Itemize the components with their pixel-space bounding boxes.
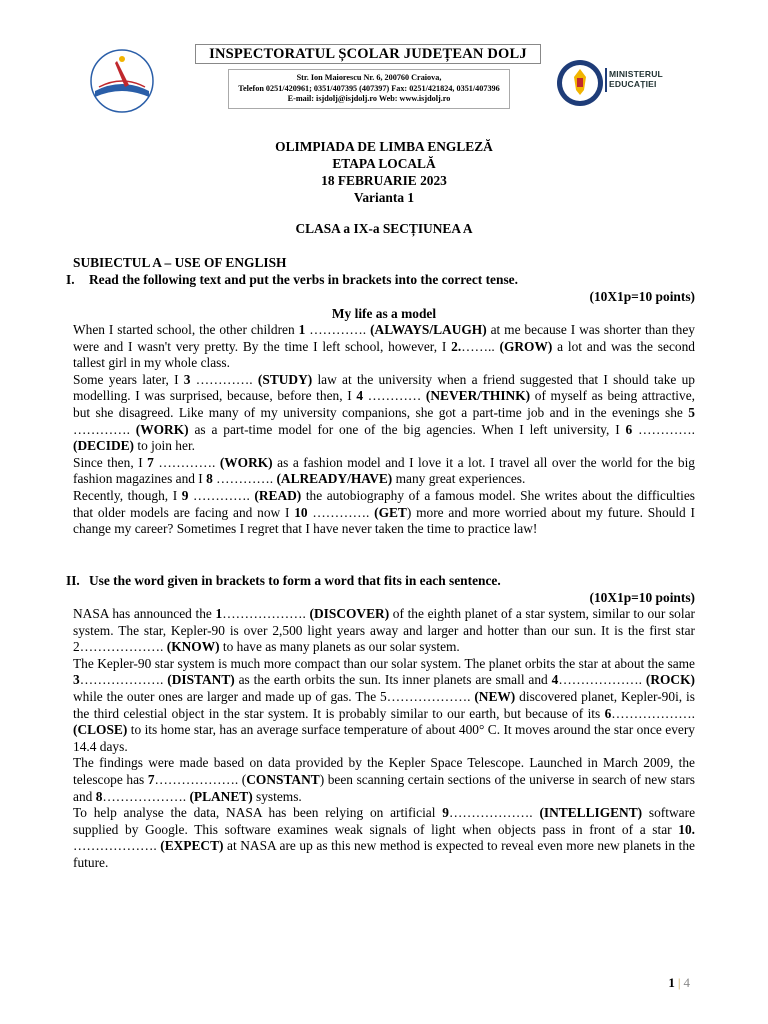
- header-address: Str. Ion Maiorescu Nr. 6, 200760 Craiova,: [296, 73, 442, 82]
- class-section: CLASA a IX-a SECȚIUNEA A: [295, 221, 473, 236]
- title-line1: OLIMPIADA DE LIMBA ENGLEZĂ: [275, 139, 493, 154]
- subject-heading: SUBIECTUL A – USE OF ENGLISH: [73, 255, 287, 270]
- ministry-line1: MINISTERUL: [609, 69, 663, 79]
- header-logo-isj: [77, 47, 167, 115]
- header-phones: Telefon 0251/420961; 0351/407395 (407397) Fax: 0251/421824, 0351/407396: [238, 83, 500, 93]
- title-line4: Varianta 1: [353, 190, 415, 205]
- exercise2-points: (10X1p=10 points): [589, 590, 695, 605]
- story-title: My life as a model: [331, 306, 437, 321]
- page-separator: |: [677, 975, 681, 990]
- header-web: E-mail: isjdolj@isjdolj.ro Web: www.isjdolj.ro: [287, 94, 451, 103]
- exercise1-number: I.: [66, 272, 75, 287]
- exercise2-passage: NASA has announced the 1………………. (DISCOVER) of the eighth planet of a star system, similar to our solar system. The star, Kepler-90 is over 2,500 light years away and larger and hotter than our sun. It is the first star 2………………. (KNOW) to have as many planets as our solar system. The Kepler-90 star system is much more compact than our solar system. The planet orbits the star at about the same 3………………. (DISTANT) as the earth orbits the sun. Its inner planets are small and 4………………. (ROCK) while the outer ones are larger and made up of gas. The 5………………. (NEW) discovered planet, Kepler-90i, is the third celestial object in the star system. It is probably similar to our earth, but because of its 6………………. (CLOSE) to its home star, has an average surface temperature of about 400° C. It moves around the star once every 14.4 days. The findings were made based on data provided by the Kepler Space Telescope. Launched in March 2009, the telescope has 7………………. (CONSTANT) been scanning certain sections of the universe in search of new stars and 8………………. (PLANET) systems. To help analyse the data, NASA has been relying on artificial 9………………. (INTELLIGENT) software supplied by Google. This software examines weak signals of light when objects pass in front of a star 10. ………………. (EXPECT) at NASA are up as this new method is expected to reveal even more new planets in the future.: [73, 606, 696, 870]
- page-current: 1: [668, 975, 675, 990]
- ministry-label: [609, 69, 663, 89]
- ministry-divider: [605, 68, 607, 92]
- title-line2: ETAPA LOCALĂ: [332, 156, 436, 171]
- exercise2-instruction: [66, 573, 501, 590]
- exercise2-number: II.: [66, 573, 80, 588]
- header-contact-box: [228, 69, 510, 109]
- header-title: INSPECTORATUL ȘCOLAR JUDEȚEAN DOLJ: [195, 44, 541, 64]
- exercise1-passage: When I started school, the other children 1 …………. (ALWAYS/LAUGH) at me because I was shorter than they were and I wasn't very pretty. By the time I left school, however, I 2.…….. (GROW) a lot and was the second tallest girl in my whole class. Some years later, I 3 …………. (STUDY) law at the university when a friend suggested that I should take up modelling. I was surprised, because, before then, I 4 ………… (NEVER/THINK) of myself as being attractive, but she disagreed. Like many of my university companions, she got a part-time job and in the evenings she 5 …………. (WORK) as a part-time model for one of the big agencies. When I left university, I 6 …………. (DECIDE) to join her. Since then, I 7 …………. (WORK) as a fashion model and I love it a lot. I travel all over the world for the big fashion magazines and I 8 …………. (ALREADY/HAVE) many great experiences. Recently, though, I 9 …………. (READ) the autobiography of a famous model. She writes about the difficulties that older models are facing and now I 10 …………. (GET) more and more worried about my future. Should I change my career? Sometimes I regret that I have never taken the time to practice law!: [73, 322, 696, 537]
- page-total: 4: [683, 975, 690, 990]
- ministry-line2: EDUCAȚIEI: [609, 78, 657, 89]
- exercise1-instruction: [66, 272, 518, 289]
- government-seal-logo: [555, 58, 605, 108]
- exercise1-points: (10X1p=10 points): [589, 289, 695, 304]
- exam-title: [73, 138, 695, 206]
- page-number: [668, 975, 690, 992]
- exercise1-text: Read the following text and put the verbs in brackets into the correct tense.: [89, 272, 518, 287]
- title-line3: 18 FEBRUARIE 2023: [321, 173, 447, 188]
- exercise2-text: Use the word given in brackets to form a word that fits in each sentence.: [89, 573, 501, 588]
